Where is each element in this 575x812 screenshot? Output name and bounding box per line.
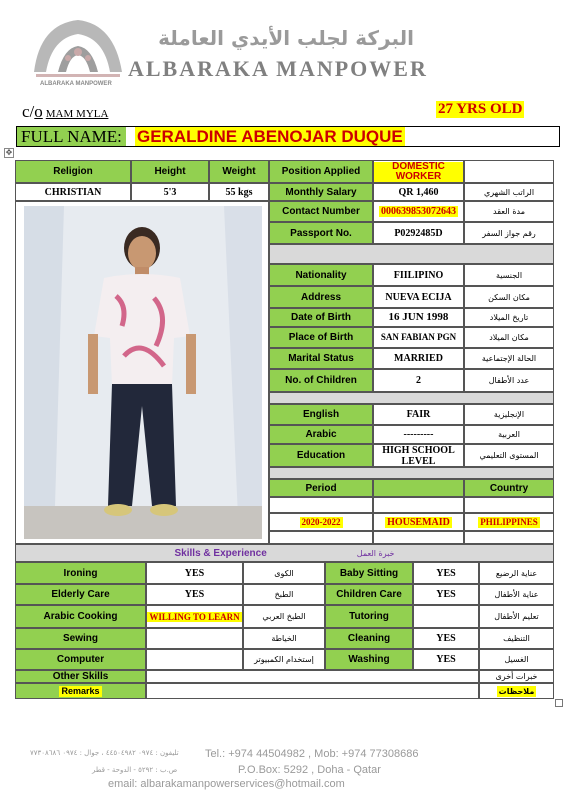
position-header xyxy=(373,479,464,497)
skill-arabic: عناية الأطفال xyxy=(479,584,554,605)
separator-row-2 xyxy=(269,392,554,404)
position-applied-value: DOMESTIC WORKER xyxy=(373,160,464,183)
religion-header: Religion xyxy=(15,160,131,183)
skill-label: Children Care xyxy=(325,584,413,605)
position-applied-label: Position Applied xyxy=(269,160,373,183)
full-name-value: GERALDINE ABENOJAR DUQUE xyxy=(137,127,403,146)
footer-po-box: P.O.Box: 5292 , Doha - Qatar xyxy=(238,764,381,776)
skills-title: Skills & Experience xyxy=(174,547,267,559)
weight-value: 55 kgs xyxy=(209,183,269,201)
height-header: Height xyxy=(131,160,209,183)
skill-arabic: الطبخ العربي xyxy=(243,605,325,628)
contact-number-arabic: مدة العقد xyxy=(464,201,554,222)
contact-number-label: Contact Number xyxy=(269,201,373,222)
monthly-salary-arabic: الراتب الشهري xyxy=(464,183,554,201)
place-of-birth-value: SAN FABIAN PGN xyxy=(373,327,464,348)
empty-cell xyxy=(373,497,464,513)
english-arabic: الإنجليزية xyxy=(464,404,554,425)
skill-value xyxy=(146,649,243,670)
period-header: Period xyxy=(269,479,373,497)
other-skills-value xyxy=(146,670,479,683)
skills-title-row xyxy=(15,544,554,562)
separator-row xyxy=(269,244,554,264)
full-name-row xyxy=(16,126,560,147)
separator-row-3 xyxy=(269,467,554,479)
weight-header: Weight xyxy=(209,160,269,183)
empty-cell xyxy=(373,531,464,544)
age-badge: 27 YRS OLD xyxy=(438,101,523,117)
nationality-label: Nationality xyxy=(269,264,373,286)
footer-email: email: albarakamanpowerservices@hotmail.com xyxy=(108,778,345,790)
empty-cell xyxy=(269,497,373,513)
footer xyxy=(0,740,575,812)
date-of-birth-value: 16 JUN 1998 xyxy=(373,308,464,327)
address-value: NUEVA ECIJA xyxy=(373,286,464,308)
skill-value: YES xyxy=(413,628,479,649)
skill-arabic: إستخدام الكمبيوتر xyxy=(243,649,325,670)
footer-phone: Tel.: +974 44504982 , Mob: +974 77308686 xyxy=(205,748,419,760)
height-value: 5'3 xyxy=(131,183,209,201)
other-skills-label: Other Skills xyxy=(15,670,146,683)
skill-label: Washing xyxy=(325,649,413,670)
skill-arabic: تعليم الأطفال xyxy=(479,605,554,628)
english-label: English xyxy=(269,404,373,425)
country-header: Country xyxy=(464,479,554,497)
applicant-photo xyxy=(24,206,262,539)
arabic-arabic: العربية xyxy=(464,425,554,444)
nationality-value: FIILIPINO xyxy=(373,264,464,286)
empty-cell xyxy=(464,497,554,513)
children-arabic: عدد الأطفال xyxy=(464,369,554,392)
experience-period: 2020-2022 xyxy=(269,513,373,531)
logo-text: ALBARAKA MANPOWER xyxy=(40,81,112,87)
skill-label: Computer xyxy=(15,649,146,670)
skill-value: YES xyxy=(413,562,479,584)
full-name-label: FULL NAME: xyxy=(17,127,126,146)
marital-status-value: MARRIED xyxy=(373,348,464,369)
other-skills-arabic: خبرات أخرى xyxy=(479,670,554,683)
place-of-birth-label: Place of Birth xyxy=(269,327,373,348)
place-of-birth-arabic: مكان الميلاد xyxy=(464,327,554,348)
remarks-value xyxy=(146,683,479,699)
table-move-handle-icon[interactable]: ✥ xyxy=(5,148,13,157)
skill-value: YES xyxy=(413,584,479,605)
address-label: Address xyxy=(269,286,373,308)
skill-arabic: الطبخ xyxy=(243,584,325,605)
skill-arabic: الغسيل xyxy=(479,649,554,670)
skill-arabic: الكوى xyxy=(243,562,325,584)
passport-value: P0292485D xyxy=(373,222,464,244)
table-resize-handle[interactable] xyxy=(555,699,563,707)
care-of xyxy=(22,102,108,122)
company-arabic-name: البركة لجلب الأيدي العاملة xyxy=(158,26,414,50)
skill-label: Elderly Care xyxy=(15,584,146,605)
skill-label: Baby Sitting xyxy=(325,562,413,584)
marital-status-arabic: الحالة الإجتماعية xyxy=(464,348,554,369)
arabic-value: --------- xyxy=(373,425,464,444)
position-applied-arabic xyxy=(464,160,554,183)
monthly-salary-label: Monthly Salary xyxy=(269,183,373,201)
skill-arabic: الخياطة xyxy=(243,628,325,649)
skill-label: Sewing xyxy=(15,628,146,649)
experience-position: HOUSEMAID xyxy=(373,513,464,531)
empty-cell xyxy=(269,531,373,544)
children-label: No. of Children xyxy=(269,369,373,392)
skill-label: Tutoring xyxy=(325,605,413,628)
education-label: Education xyxy=(269,444,373,467)
skill-value xyxy=(146,628,243,649)
passport-label: Passport No. xyxy=(269,222,373,244)
care-of-c: c/ xyxy=(22,102,35,121)
education-value: HIGH SCHOOL LEVEL xyxy=(373,444,464,467)
contact-number-value: 000639853072643 xyxy=(373,201,464,222)
remarks-label: Remarks xyxy=(61,685,100,696)
empty-cell xyxy=(464,531,554,544)
skill-value: YES xyxy=(413,649,479,670)
care-of-name: MAM MYLA xyxy=(45,108,109,120)
date-of-birth-label: Date of Birth xyxy=(269,308,373,327)
footer-arabic-po: ص.ب : ٥٢٩٢ - الدوحة - قطر xyxy=(92,766,178,774)
care-of-o: o xyxy=(34,102,43,121)
nationality-arabic: الجنسية xyxy=(464,264,554,286)
albaraka-logo xyxy=(28,12,128,90)
skill-label: Arabic Cooking xyxy=(15,605,146,628)
skill-label: Cleaning xyxy=(325,628,413,649)
skill-value: YES xyxy=(146,562,243,584)
marital-status-label: Marital Status xyxy=(269,348,373,369)
skill-value: WILLING TO LEARN xyxy=(146,605,243,628)
remarks-arabic-cell xyxy=(479,683,554,699)
skill-arabic: التنظيف xyxy=(479,628,554,649)
skill-arabic: عناية الرضيع xyxy=(479,562,554,584)
skill-value: YES xyxy=(146,584,243,605)
date-of-birth-arabic: تاريخ الميلاد xyxy=(464,308,554,327)
skill-value xyxy=(413,605,479,628)
children-value: 2 xyxy=(373,369,464,392)
education-arabic: المستوى التعليمي xyxy=(464,444,554,467)
english-value: FAIR xyxy=(373,404,464,425)
footer-arabic-phone: تليفون : ٠٩٧٤ ٤٤٥٠٤٩٨٢ ، جوال : ٠٩٧٤ ٧٧٣٠٨٦٨٦ xyxy=(30,749,179,757)
address-arabic: مكان السكن xyxy=(464,286,554,308)
company-name: ALBARAKA MANPOWER xyxy=(128,56,428,81)
arabic-label: Arabic xyxy=(269,425,373,444)
monthly-salary-value: QR 1,460 xyxy=(373,183,464,201)
experience-country: PHILIPPINES xyxy=(464,513,554,531)
skill-label: Ironing xyxy=(15,562,146,584)
remarks-arabic: ملاحظات xyxy=(498,686,535,696)
passport-arabic: رقم جواز السفر xyxy=(464,222,554,244)
skills-title-arabic: خبرة العمل xyxy=(356,548,395,558)
remarks-label-cell xyxy=(15,683,146,699)
religion-value: CHRISTIAN xyxy=(15,183,131,201)
